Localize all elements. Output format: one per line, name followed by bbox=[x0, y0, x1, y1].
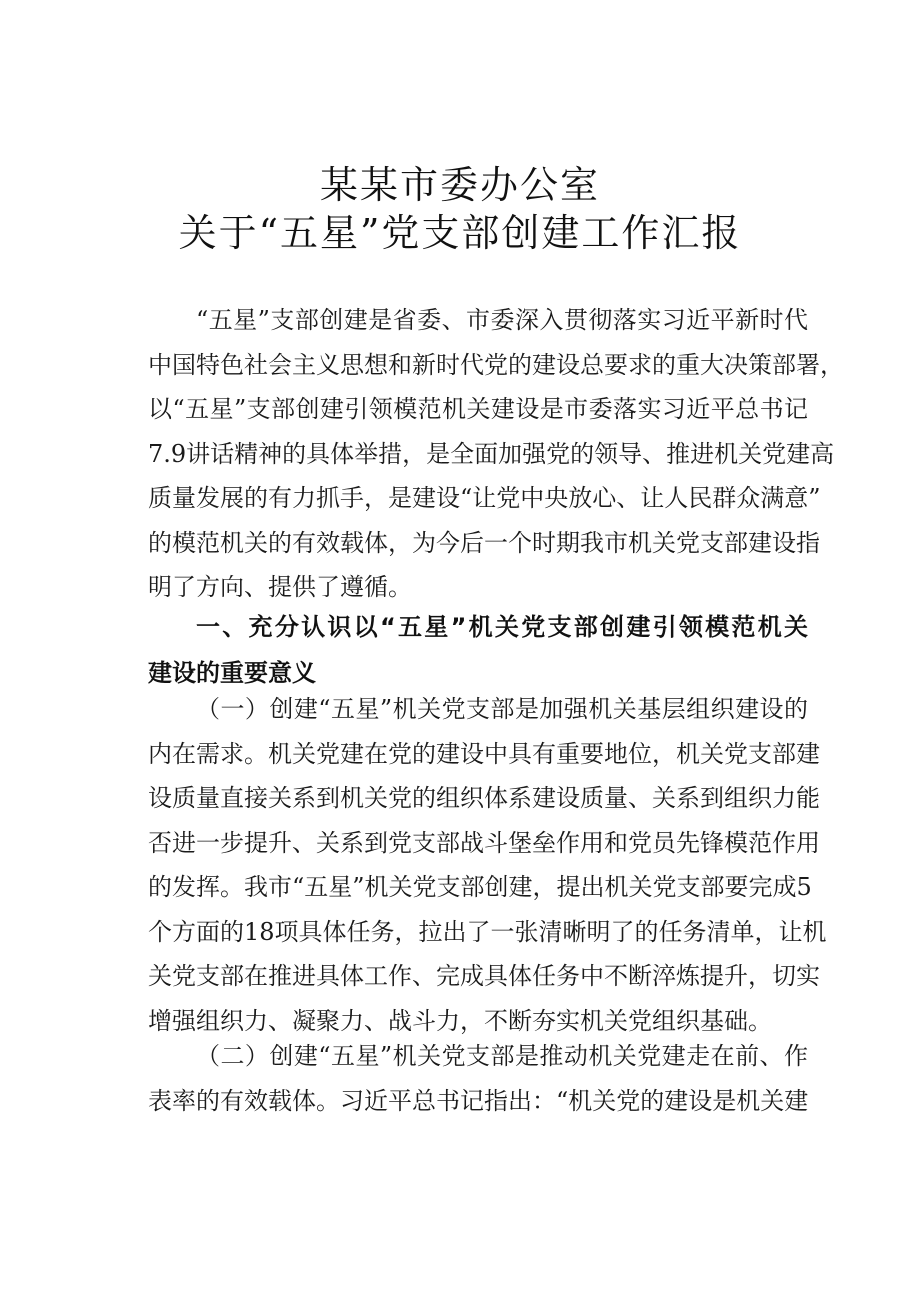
section-heading-1 bbox=[148, 604, 808, 696]
document-title-line-1: 某某市委办公室 bbox=[319, 163, 600, 207]
paragraph-line: 的模范机关的有效载体，为今后一个时期我市机关党支部建设指 bbox=[148, 528, 820, 557]
subsection-paragraph-2 bbox=[148, 1034, 808, 1123]
paragraph-line: 个方面的18项具体任务，拉出了一张清晰明了的任务清单，让机 bbox=[148, 917, 827, 946]
paragraph-line: 增强组织力、凝聚力、战斗力，不断夯实机关党组织基础。 bbox=[148, 1006, 772, 1035]
subsection-paragraph-1 bbox=[148, 687, 827, 1043]
paragraph-line: 7.9讲话精神的具体举措，是全面加强党的领导、推进机关党建高 bbox=[148, 439, 835, 468]
paragraph-line: 设质量直接关系到机关党的组织体系建设质量、关系到组织力能 bbox=[148, 784, 820, 812]
heading-line: 建设的重要意义 bbox=[148, 659, 316, 687]
heading-line: 一、充分认识以“五星”机关党支部创建引领模范机关 bbox=[196, 613, 808, 641]
paragraph-line: 质量发展的有力抓手，是建设“让党中央放心、让人民群众满意” bbox=[148, 484, 821, 512]
paragraph-line: （一）创建“五星”机关党支部是加强机关基层组织建设的 bbox=[196, 695, 808, 723]
intro-paragraph bbox=[148, 298, 844, 610]
paragraph-line: 关党支部在推进具体工作、完成具体任务中不断淬炼提升，切实 bbox=[148, 962, 820, 990]
paragraph-line: “五星”支部创建是省委、市委深入贯彻落实习近平新时代 bbox=[196, 306, 808, 334]
paragraph-line: （二）创建“五星”机关党支部是推动机关党建走在前、作 bbox=[196, 1042, 808, 1070]
paragraph-line: 否进一步提升、关系到党支部战斗堡垒作用和党员先锋模范作用 bbox=[148, 828, 820, 857]
document-title-line-2: 关于“五星”党支部创建工作汇报 bbox=[178, 211, 742, 255]
paragraph-line: 内在需求。机关党建在党的建设中具有重要地位，机关党支部建 bbox=[148, 739, 820, 768]
paragraph-line: 的发挥。我市“五星”机关党支部创建，提出机关党支部要完成5 bbox=[148, 873, 812, 901]
paragraph-line: 以“五星”支部创建引领模范机关建设是市委落实习近平总书记 bbox=[148, 395, 808, 423]
paragraph-line: 中国特色社会主义思想和新时代党的建设总要求的重大决策部署， bbox=[148, 350, 844, 379]
paragraph-line: 表率的有效载体。习近平总书记指出：“机关党的建设是机关建 bbox=[148, 1086, 809, 1115]
paragraph-line: 明了方向、提供了遵循。 bbox=[148, 573, 412, 601]
